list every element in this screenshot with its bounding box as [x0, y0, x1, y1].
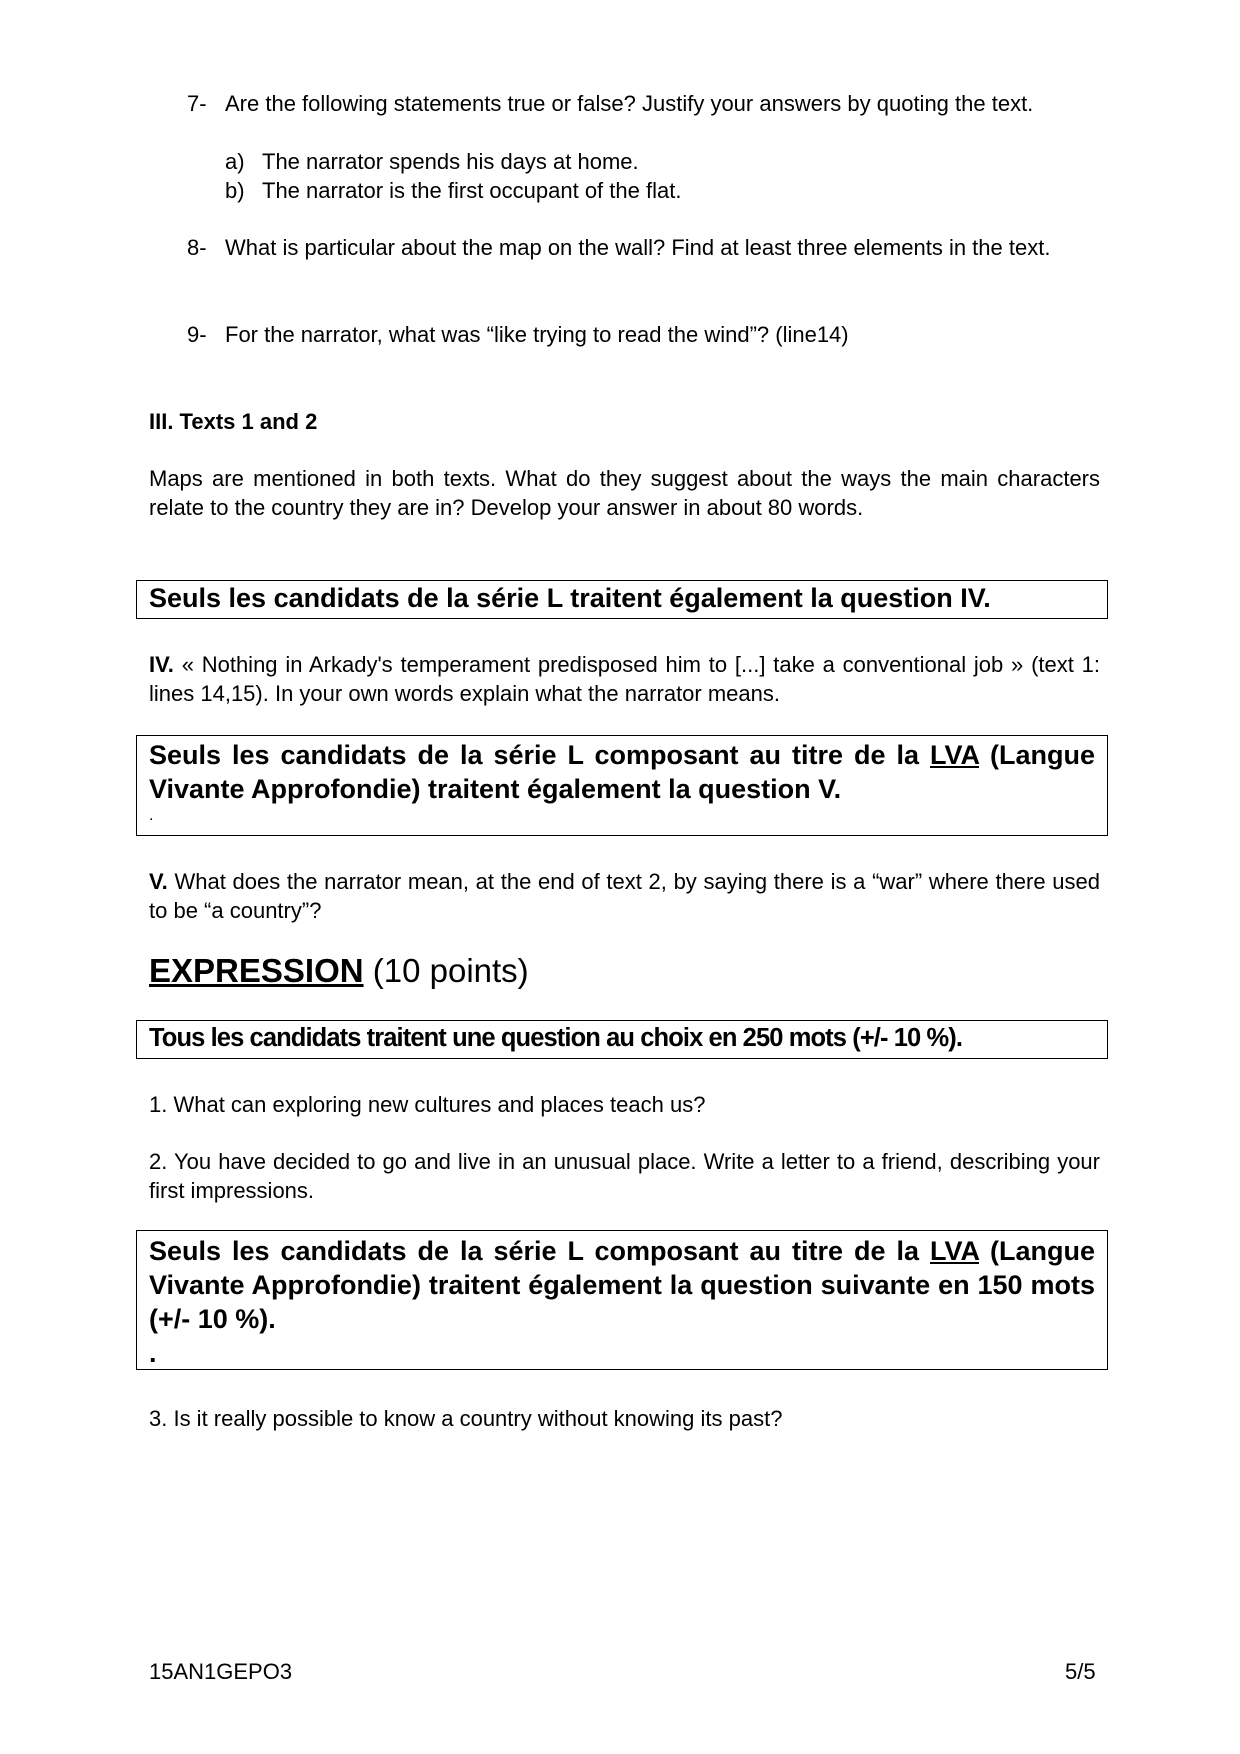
- question-7-item-b: [225, 176, 681, 205]
- box-v-dot: .: [149, 807, 154, 824]
- expression-question-2: 2. You have decided to go and live in an unusual place. Write a letter to a friend, describing your first impressions.: [149, 1149, 1100, 1203]
- question-iv-label: IV.: [149, 652, 174, 677]
- question-7-text: Are the following statements true or false? Justify your answers by quoting the text.: [225, 91, 1034, 116]
- question-v-text: What does the narrator mean, at the end of text 2, by saying there is a “war” where there used to be “a country”?: [149, 869, 1100, 923]
- instruction-box-lva: [136, 1230, 1108, 1370]
- question-v-label: V.: [149, 869, 168, 894]
- expression-points: (10 points): [372, 952, 529, 989]
- expression-question-1: 1. What can exploring new cultures and places teach us?: [149, 1092, 706, 1117]
- question-9-number: 9-: [187, 322, 207, 347]
- box-lva-text-before: Seuls les candidats de la série L composant au titre de la: [149, 1236, 920, 1266]
- box-lva-text-after: (Langue Vivante Approfondie) traitent également la question suivante en 150 mots (+/- 10 %).: [149, 1236, 1095, 1334]
- box-lva-lva: LVA: [930, 1236, 979, 1266]
- box-v-lva: LVA: [930, 740, 979, 770]
- section-3-text: Maps are mentioned in both texts. What do they suggest about the ways the main characters relate to the country they are in? Develop your answer in about 80 words.: [149, 466, 1100, 520]
- expression-question-3: 3. Is it really possible to know a country without knowing its past?: [149, 1406, 783, 1431]
- box-lva-dot: .: [149, 1338, 157, 1368]
- instruction-box-iv: Seuls les candidats de la série L traitent également la question IV.: [136, 580, 1108, 619]
- question-8-text: What is particular about the map on the wall? Find at least three elements in the text.: [225, 235, 1051, 260]
- box-v-text-before: Seuls les candidats de la série L composant au titre de la: [149, 740, 920, 770]
- question-v: [149, 867, 1100, 925]
- item-label: a): [225, 149, 245, 174]
- expression-heading: [149, 951, 529, 991]
- item-label: b): [225, 178, 245, 203]
- instruction-box-v: [136, 735, 1108, 836]
- question-7-number: 7-: [187, 91, 207, 116]
- footer-page-number: 5/5: [1065, 1659, 1096, 1684]
- question-8-number: 8-: [187, 235, 207, 260]
- box-v-text-after: (Langue Vivante Approfondie) traitent également la question V.: [149, 740, 1095, 804]
- section-3-heading: III. Texts 1 and 2: [149, 409, 318, 434]
- item-text: The narrator spends his days at home.: [262, 149, 639, 174]
- footer-code: 15AN1GEPO3: [149, 1659, 293, 1684]
- question-9-text: For the narrator, what was “like trying to read the wind”? (line14): [225, 322, 849, 347]
- question-iv-text: « Nothing in Arkady's temperament predisposed him to [...] take a conventional job » (text 1: lines 14,15). In your own words explain what the narrator means.: [149, 652, 1100, 706]
- expression-title: EXPRESSION: [149, 952, 364, 989]
- question-7-item-a: [225, 147, 639, 176]
- instruction-box-all: Tous les candidats traitent une question au choix en 250 mots (+/- 10 %).: [136, 1020, 1108, 1059]
- question-iv: [149, 650, 1100, 708]
- item-text: The narrator is the first occupant of the flat.: [262, 178, 682, 203]
